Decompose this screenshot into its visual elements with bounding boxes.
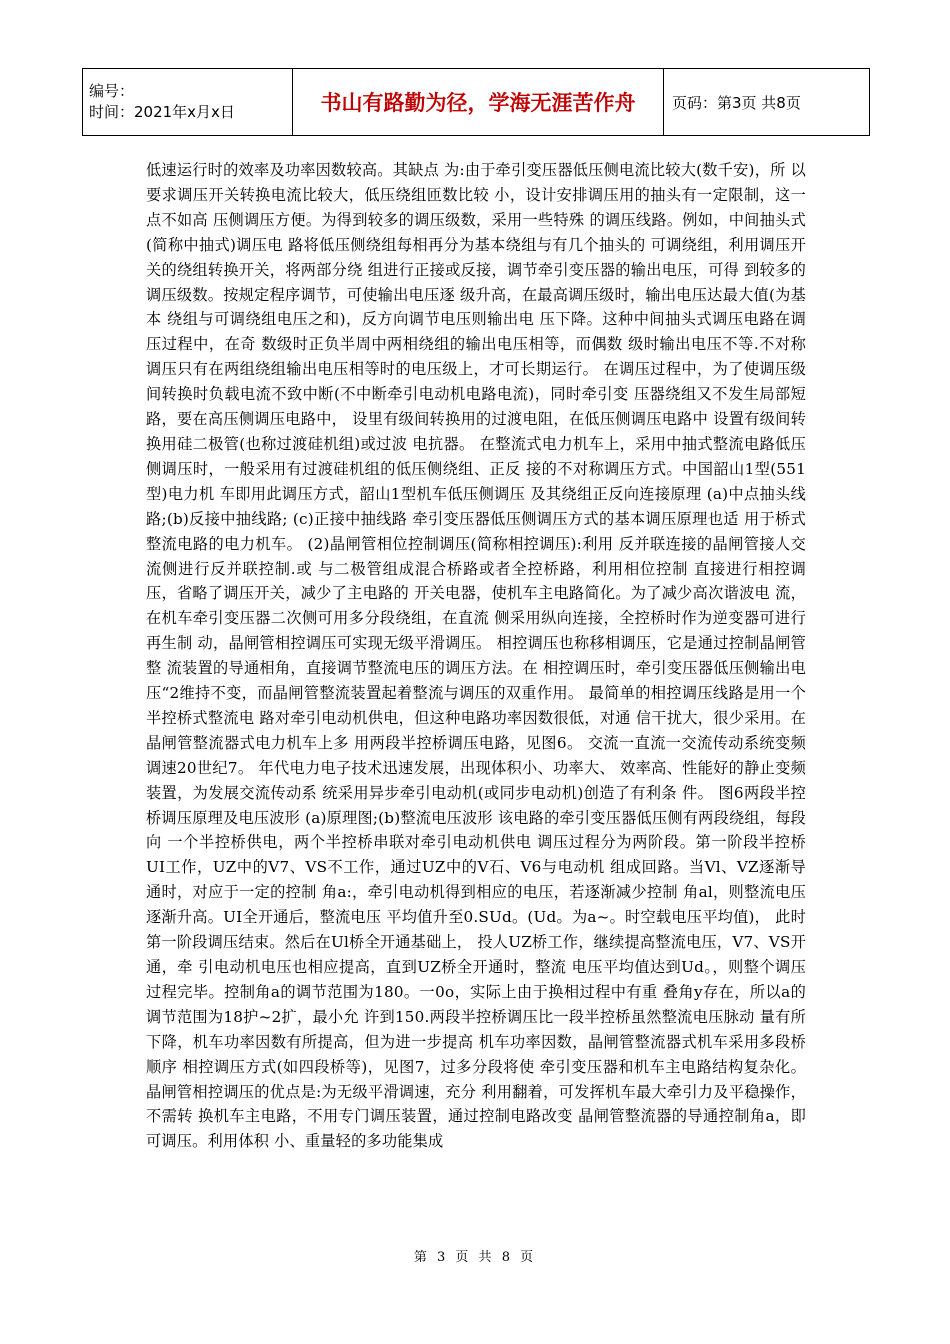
header-motto: 书山有路勤为径，学海无涯苦作舟	[293, 69, 664, 136]
document-number-label: 编号：	[89, 82, 135, 100]
header-table	[82, 68, 870, 136]
header-meta-cell	[83, 69, 293, 136]
header-page-number: 页码：第3页 共8页	[664, 69, 870, 136]
document-body	[146, 158, 806, 1154]
page-footer: 第 3 页 共 8 页	[413, 1250, 537, 1265]
document-date-label: 时间：2021年x月x日	[89, 103, 235, 121]
body-paragraph: 低速运行时的效率及功率因数较高。其缺点 为:由于牵引变压器低压侧电流比较大(数千安)，所 以要求调压开关转换电流比较大，低压绕组匝数比较 小，设计安排调压用的抽头有一定限制，这一点不如高 压侧调压方便。为得到较多的调压级数，采用一些特殊 的调压线路。例如，中间抽头式(简称中抽式)调压电 路将低压侧绕组每相再分为基本绕组与有几个抽头的 可调绕组，利用调压开关的绕组转换开关，将两部分绕 组进行正接或反接，调节牵引变压器的输出电压，可得 到较多的调压级数。按规定程序调节，可使输出电压逐 级升高，在最高调压级时，输出电压达最大值(为基本 绕组与可调绕组电压之和)，反方向调节电压则输出电 压下降。这种中间抽头式调压电路在调压过程中，在奇 数级时正负半周中两相绕组的输出电压相等，而偶数 级时输出电压不等.不对称调压只有在两组绕组输出电压相等时的电压级上，才可长期运行。 在调压过程中，为了使调压级间转换时负载电流不致中断(不中断牵引电动机电路电流)，同时牵引变 压器绕组又不发生局部短路，要在高压侧调压电路中， 设里有级间转换用的过渡电阻，在低压侧调压电路中 设置有级间转换用硅二极管(也称过渡硅机组)或过波 电抗器。 在整流式电力机车上，采用中抽式整流电路低压 侧调压时，一般采用有过渡硅机组的低压侧绕组、正反 接的不对称调压方式。中国韶山1型(551型)电力机 车即用此调压方式，韶山1型机车低压侧调压 及其绕组正反向连接原理 (a)中点抽头线路;(b)反接中抽线路; (c)正接中抽线路 牵引变压器低压侧调压方式的基本调压原理也适 用于桥式整流电路的电力机车。 (2)晶闸管相位控制调压(简称相控调压):利用 反并联连接的晶闸管接人交流侧进行反并联控制.或 与二极管组成混合桥路或者全控桥路，利用相位控制 直接进行相控调压，省略了调压开关，减少了主电路的 开关电器，使机车主电路简化。为了减少高次谐波电 流，在机车牵引变压器二次侧可用多分段绕组，在直流 侧采用纵向连接，全控桥时作为逆变器可进行再生制 动，晶闸管相控调压可实现无级平滑调压。 相控调压也称移相调压，它是通过控制晶闸管整 流装置的导通相角，直接调节整流电压的调压方法。在 相控调压时，牵引变压器低压侧输出电压“2维持不变，而晶闸管整流装置起着整流与调压的双重作用。 最简单的相控调压线路是用一个半控桥式整流电 路对牵引电动机供电，但这种电路功率因数很低，对通 信干扰大，很少采用。在晶闸管整流器式电力机车上多 用两段半控桥调压电路，见图6。 交流一直流一交流传动系统变频调速20世纪7。 年代电力电子技术迅速发展，出现体积小、功率大、 效率高、性能好的静止变频装置，为发展交流传动系 统采用异步牵引电动机(或同步电动机)创造了有利条 件。 图6两段半控桥调压原理及电压波形 (a)原理图;(b)整流电压波形 该电路的牵引变压器低压侧有两段绕组，每段向 一个半控桥供电，两个半控桥串联对牵引电动机供电 调压过程分为两阶段。第一阶段半控桥UI工作，UZ中的V7、VS不工作，通过UZ中的V石、V6与电动机 组成回路。当Vl、VZ逐渐导通时，对应于一定的控制 角a:，牵引电动机得到相应的电压，若逐渐减少控制 角al，则整流电压逐渐升高。UI全开通后，整流电压 平均值升至0.SUd。(Ud。为a~。时空载电压平均值)， 此时第一阶段调压结束。然后在Ul桥全开通基础上， 投人UZ桥工作，继续提高整流电压，V7、VS开通，牵 引电动机电压也相应提高，直到UZ桥全开通时，整流 电压平均值达到Ud。，则整个调压过程完毕。控制角a的调节范围为180。一0o，实际上由于换相过程中有重 叠角y存在，所以a的调节范围为18护~2扩，最小允 许到150.两段半控桥调压比一段半控桥虽然整流电压脉动 量有所下降，机车功率因数有所提高，但为进一步提高 机车功率因数，晶闸管整流器式机车采用多段桥顺序 相控调压方式(如四段桥等)，见图7，过多分段将使 牵引变压器和机车主电路结构复杂化。 晶闸管相控调压的优点是:为无级平滑调速，充分 利用翻着，可发挥机车最大牵引力及平稳操作，不需转 换机车主电路，不用专门调压装置，通过控制电路改变 晶闸管整流器的导通控制角a，即可调压。利用体积 小、重量轻的多功能集成	[146, 161, 806, 1151]
